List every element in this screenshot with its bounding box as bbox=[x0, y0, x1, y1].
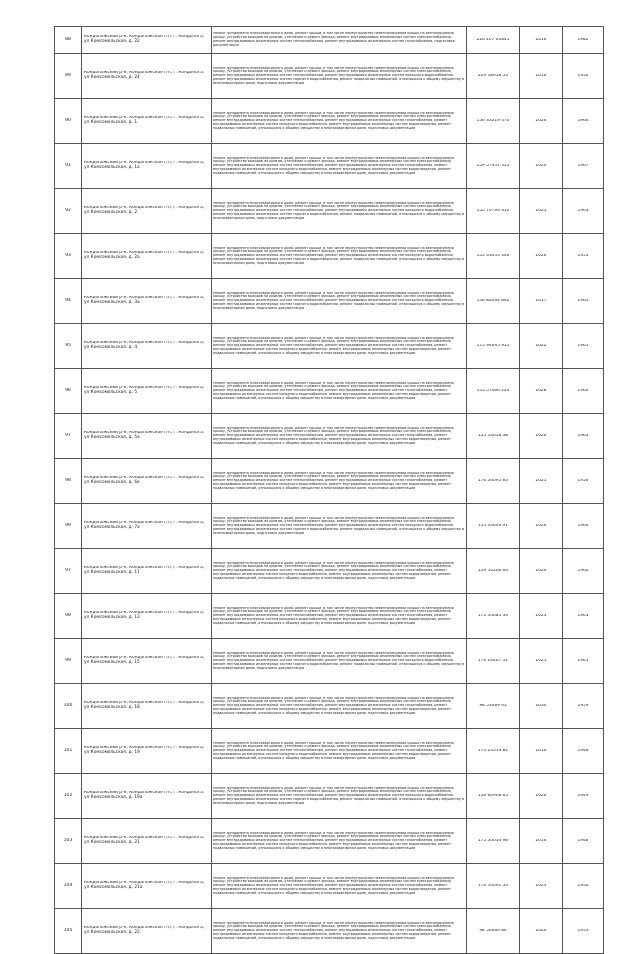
row-address bbox=[82, 234, 212, 279]
table-row bbox=[55, 864, 604, 909]
row-year-text: 2026 bbox=[535, 433, 547, 438]
row-year bbox=[520, 549, 563, 594]
row-works-text: Ремонт фундамента многоквартирного дома, ремонт крыши, в том числе переустройство невентилируемой крыши на вентилируемую крышу, устройство выходов на кровлю, утепление и ремонт фасада, ремонт внутридомовых инженерных систем электроснабжения, ремонт внутридомовых инженерных систем теплоснабжения, ремонт внутридомовых инженерных систем холодного водоснабжения, ремонт внутридомовых инженерных систем горячего водоснабжения, ремонт подвальных помещений, относящихся к общему имуществу в многоквартирном доме, подготовка документации bbox=[213, 786, 464, 805]
row-year bbox=[520, 324, 563, 369]
row-works bbox=[212, 549, 467, 594]
row-number-text: 90 bbox=[65, 118, 71, 124]
row-year bbox=[520, 144, 563, 189]
row-works bbox=[212, 144, 467, 189]
row-address-text: Кондопожский р-н, Кондопожское г/п, г. Кондопога, ул Комсомольская, д. 24 bbox=[84, 71, 205, 80]
row-year-text: 2030 bbox=[535, 703, 547, 708]
row-cost-text: 229 58058 53 bbox=[477, 73, 509, 78]
row-number bbox=[55, 54, 82, 99]
row-works bbox=[212, 54, 467, 99]
row-number-text: 97 bbox=[65, 433, 71, 439]
row-number bbox=[55, 549, 82, 594]
row-year-text: 2021 bbox=[535, 658, 547, 663]
row-cost-text: 155 33049 91 bbox=[477, 523, 509, 528]
table-row bbox=[55, 369, 604, 414]
row-year-text: 2026 bbox=[535, 793, 547, 798]
row-number bbox=[55, 324, 82, 369]
table-body bbox=[55, 27, 604, 954]
row-year-text: 2021 bbox=[535, 478, 547, 483]
row-works-text: Ремонт фундамента многоквартирного дома, ремонт крыши, в том числе переустройство невентилируемой крыши на вентилируемую крышу, устройство выходов на кровлю, утепление и ремонт фасада, ремонт внутридомовых инженерных систем электроснабжения, ремонт внутридомовых инженерных систем теплоснабжения, ремонт внутридомовых инженерных систем газоснабжения, ремонт внутридомовых инженерных систем холодного водоснабжения, ремонт внутридомовых инженерных систем водоотведения, ремонт подвальных помещений, относящихся к общему имуществу в многоквартирном доме, подготовка документации bbox=[213, 876, 454, 895]
row-works-text: Ремонт фундамента многоквартирного дома, ремонт крыши, в том числе переустройство невентилируемой крыши на вентилируемую крышу, устройство выходов на кровлю, утепление и ремонт фасада, ремонт внутридомовых инженерных систем электроснабжения, ремонт внутридомовых инженерных систем теплоснабжения, ремонт внутридомовых инженерных систем газоснабжения, ремонт внутридомовых инженерных систем холодного водоснабжения, ремонт внутридомовых инженерных систем водоотведения, ремонт подвальных помещений, относящихся к общему имуществу в многоквартирном доме, подготовка документации bbox=[213, 156, 454, 175]
row-number bbox=[55, 27, 82, 54]
row-address bbox=[82, 684, 212, 729]
row-built-year bbox=[563, 459, 604, 504]
row-address bbox=[82, 459, 212, 504]
row-address-text: Кондопожский р-н, Кондопожское г/п, г. Кондопога, ул Комсомольская, д. 21 bbox=[84, 836, 205, 845]
row-year bbox=[520, 909, 563, 954]
row-cost bbox=[467, 639, 520, 684]
row-number-text: 96 bbox=[65, 388, 71, 394]
row-built-year bbox=[563, 549, 604, 594]
row-address-text: Кондопожский р-н, Кондопожское г/п, г. Кондопога, ул Комсомольская, д. 18 bbox=[84, 701, 205, 710]
row-year bbox=[520, 684, 563, 729]
row-year bbox=[520, 189, 563, 234]
row-address bbox=[82, 414, 212, 459]
row-built-year-text: 1961 bbox=[577, 343, 589, 348]
row-number-text: 99 bbox=[65, 658, 71, 664]
table-row bbox=[55, 414, 604, 459]
row-built-year bbox=[563, 729, 604, 774]
row-built-year-text: 1948 bbox=[577, 838, 589, 843]
row-address-text: Кондопожский р-н, Кондопожское г/п, г. Кондопога, ул Комсомольская, д. 3а bbox=[84, 296, 205, 305]
row-cost-text: 176 24407 51 bbox=[477, 658, 509, 663]
row-number-text: 92 bbox=[65, 208, 71, 214]
row-address-text: Кондопожский р-н, Кондопожское г/п, г. Кондопога, ул Комсомольская, д. 1 bbox=[84, 116, 205, 125]
row-address-text: Кондопожский р-н, Кондопожское г/п, г. Кондопога, ул Комсомольская, д. 6а bbox=[84, 476, 205, 485]
row-address-text: Кондопожский р-н, Кондопожское г/п, г. Кондопога, ул Комсомольская, д. 5а bbox=[84, 431, 205, 440]
row-works-text: Ремонт фундамента многоквартирного дома, ремонт крыши, в том числе переустройство невентилируемой крыши на вентилируемую крышу, устройство выходов на кровлю, утепление и ремонт фасада, ремонт внутридомовых инженерных систем электроснабжения, ремонт внутридомовых инженерных систем теплоснабжения, ремонт внутридомовых инженерных систем холодного водоснабжения, ремонт внутридомовых инженерных систем горячего водоснабжения, ремонт подвальных помещений, относящихся к общему имуществу в многоквартирном доме, подготовка документации bbox=[213, 291, 464, 310]
row-cost-text: 155 70793 312 bbox=[476, 208, 510, 213]
row-address-text: Кондопожский р-н, Кондопожское г/п, г. Кондопога, ул Комсомольская, д. 2а bbox=[84, 251, 205, 260]
row-number bbox=[55, 639, 82, 684]
row-works bbox=[212, 909, 467, 954]
row-address-text: Кондопожский р-н, Кондопожское г/п, г. Кондопога, ул Комсомольская, д. 5 bbox=[84, 386, 205, 395]
row-built-year-text: 1965 bbox=[577, 433, 589, 438]
row-number-text: 99 bbox=[65, 523, 71, 529]
row-address-text: Кондопожский р-н, Кондопожское г/п, г. Кондопога, ул Комсомольская, д. 21а bbox=[84, 881, 205, 890]
row-number-text: 95 bbox=[65, 343, 71, 349]
capital-repair-table bbox=[54, 26, 604, 954]
row-number-text: 93 bbox=[65, 253, 71, 259]
row-address-text: Кондопожский р-н, Кондопожское г/п, г. Кондопога, ул Комсомольская, д. 15 bbox=[84, 656, 205, 665]
row-year bbox=[520, 729, 563, 774]
row-cost bbox=[467, 909, 520, 954]
row-cost bbox=[467, 234, 520, 279]
table-row bbox=[55, 189, 604, 234]
row-cost bbox=[467, 189, 520, 234]
row-cost-text: 175 23519 82 bbox=[477, 748, 509, 753]
row-works-text: Ремонт фундамента многоквартирного дома, ремонт крыши, в том числе переустройство невентилируемой крыши на вентилируемую крышу, устройство выходов на кровлю, утепление и ремонт фасада, ремонт внутридомовых инженерных систем электроснабжения, ремонт внутридомовых инженерных систем теплоснабжения, ремонт внутридомовых инженерных систем газоснабжения, подготовка документации bbox=[213, 32, 455, 47]
row-cost bbox=[467, 594, 520, 639]
row-address bbox=[82, 504, 212, 549]
row-works bbox=[212, 99, 467, 144]
row-year-text: 2026 bbox=[535, 253, 547, 258]
row-number-text: 89 bbox=[65, 73, 71, 79]
row-year bbox=[520, 369, 563, 414]
row-works bbox=[212, 459, 467, 504]
table-row bbox=[55, 279, 604, 324]
row-works-text: Ремонт фундамента многоквартирного дома, ремонт крыши, в том числе переустройство невентилируемой крыши на вентилируемую крышу, устройство выходов на кровлю, утепление и ремонт фасада, ремонт внутридомовых инженерных систем электроснабжения, ремонт внутридомовых инженерных систем теплоснабжения, ремонт внутридомовых инженерных систем холодного водоснабжения, ремонт внутридомовых инженерных систем горячего водоснабжения, ремонт подвальных помещений, относящихся к общему имуществу в многоквартирном доме, подготовка документации bbox=[213, 66, 464, 85]
row-works-text: Ремонт фундамента многоквартирного дома, ремонт крыши, в том числе переустройство невентилируемой крыши на вентилируемую крышу, устройство выходов на кровлю, утепление и ремонт фасада, ремонт внутридомовых инженерных систем электроснабжения, ремонт внутридомовых инженерных систем теплоснабжения, ремонт внутридомовых инженерных систем газоснабжения, ремонт внутридомовых инженерных систем холодного водоснабжения, ремонт внутридомовых инженерных систем водоотведения, ремонт подвальных помещений, относящихся к общему имуществу в многоквартирном доме, подготовка документации bbox=[213, 336, 454, 355]
row-works-text: Ремонт фундамента многоквартирного дома, ремонт крыши, в том числе переустройство невентилируемой крыши на вентилируемую крышу, устройство выходов на кровлю, утепление и ремонт фасада, ремонт внутридомовых инженерных систем электроснабжения, ремонт внутридомовых инженерных систем теплоснабжения, ремонт внутридомовых инженерных систем газоснабжения, ремонт внутридомовых инженерных систем холодного водоснабжения, ремонт внутридомовых инженерных систем водоотведения, ремонт подвальных помещений, относящихся к общему имуществу в многоквартирном доме, подготовка документации bbox=[213, 696, 454, 715]
row-year bbox=[520, 819, 563, 864]
row-number bbox=[55, 459, 82, 504]
row-built-year-text: 1952 bbox=[577, 73, 589, 78]
table-row bbox=[55, 639, 604, 684]
row-works-text: Ремонт фундамента многоквартирного дома, ремонт крыши, в том числе переустройство невентилируемой крыши на вентилируемую крышу, устройство выходов на кровлю, утепление и ремонт фасада, ремонт внутридомовых инженерных систем электроснабжения, ремонт внутридомовых инженерных систем теплоснабжения, ремонт внутридомовых инженерных систем газоснабжения, ремонт внутридомовых инженерных систем холодного водоснабжения, ремонт внутридомовых инженерных систем водоотведения, ремонт подвальных помещений, относящихся к общему имуществу в многоквартирном доме, подготовка документации bbox=[213, 111, 454, 130]
row-year-text: 2028 bbox=[535, 388, 547, 393]
row-year bbox=[520, 774, 563, 819]
row-built-year bbox=[563, 27, 604, 54]
row-number bbox=[55, 774, 82, 819]
row-address bbox=[82, 54, 212, 99]
row-address bbox=[82, 909, 212, 954]
row-cost-text: 155 33055 446 bbox=[476, 253, 510, 258]
row-address bbox=[82, 324, 212, 369]
row-cost bbox=[467, 414, 520, 459]
row-number bbox=[55, 684, 82, 729]
row-year bbox=[520, 639, 563, 684]
row-built-year bbox=[563, 774, 604, 819]
row-works-text: Ремонт фундамента многоквартирного дома, ремонт крыши, в том числе переустройство невентилируемой крыши на вентилируемую крышу, устройство выходов на кровлю, утепление и ремонт фасада, ремонт внутридомовых инженерных систем электроснабжения, ремонт внутридомовых инженерных систем теплоснабжения, ремонт внутридомовых инженерных систем газоснабжения, ремонт внутридомовых инженерных систем холодного водоснабжения, ремонт внутридомовых инженерных систем водоотведения, ремонт подвальных помещений, относящихся к общему имуществу в многоквартирном доме, подготовка документации bbox=[213, 606, 454, 625]
row-address-text: Кондопожский р-н, Кондопожское г/п, г. Кондопога, ул Комсомольская, д. 22 bbox=[84, 35, 205, 44]
row-year-text: 2026 bbox=[535, 118, 547, 123]
table-row bbox=[55, 27, 604, 54]
row-number bbox=[55, 819, 82, 864]
row-built-year-text: 1982 bbox=[577, 37, 589, 42]
table-row bbox=[55, 729, 604, 774]
row-built-year-text: 1948 bbox=[577, 748, 589, 753]
row-built-year bbox=[563, 414, 604, 459]
row-works bbox=[212, 729, 467, 774]
row-number-text: 98 bbox=[65, 613, 71, 619]
row-cost bbox=[467, 459, 520, 504]
row-works-text: Ремонт фундамента многоквартирного дома, ремонт крыши, в том числе переустройство невентилируемой крыши на вентилируемую крышу, устройство выходов на кровлю, утепление и ремонт фасада, ремонт внутридомовых инженерных систем электроснабжения, ремонт внутридомовых инженерных систем теплоснабжения, ремонт внутридомовых инженерных систем газоснабжения, ремонт внутридомовых инженерных систем холодного водоснабжения, ремонт внутридомовых инженерных систем водоотведения, ремонт подвальных помещений, относящихся к общему имуществу в многоквартирном доме, подготовка документации bbox=[213, 471, 454, 490]
row-cost-text: 175 54085 34 bbox=[477, 613, 509, 618]
row-works bbox=[212, 414, 467, 459]
row-year-text: 2020 bbox=[535, 163, 547, 168]
row-year-text: 2025 bbox=[535, 208, 547, 213]
row-number bbox=[55, 189, 82, 234]
row-works bbox=[212, 27, 467, 54]
row-number bbox=[55, 729, 82, 774]
row-address bbox=[82, 819, 212, 864]
row-address-text: Кондопожский р-н, Кондопожское г/п, г. Кондопога, ул Комсомольская, д. 4 bbox=[84, 341, 205, 350]
table-row bbox=[55, 774, 604, 819]
row-works-text: Ремонт фундамента многоквартирного дома, ремонт крыши, в том числе переустройство невентилируемой крыши на вентилируемую крышу, устройство выходов на кровлю, утепление и ремонт фасада, ремонт внутридомовых инженерных систем электроснабжения, ремонт внутридомовых инженерных систем теплоснабжения, ремонт внутридомовых инженерных систем газоснабжения, ремонт внутридомовых инженерных систем холодного водоснабжения, ремонт внутридомовых инженерных систем водоотведения, ремонт подвальных помещений, относящихся к общему имуществу в многоквартирном доме, подготовка документации bbox=[213, 561, 454, 580]
row-address bbox=[82, 774, 212, 819]
row-built-year-text: 1950 bbox=[577, 883, 589, 888]
row-year-text: 2022 bbox=[535, 343, 547, 348]
row-built-year bbox=[563, 369, 604, 414]
row-cost-text: 159 50206 66 bbox=[477, 568, 509, 573]
row-year bbox=[520, 864, 563, 909]
table-row bbox=[55, 504, 604, 549]
row-built-year-text: 1963 bbox=[577, 208, 589, 213]
row-cost-text: 176 54095 83 bbox=[477, 478, 509, 483]
row-address bbox=[82, 729, 212, 774]
row-built-year bbox=[563, 684, 604, 729]
row-number-text: 97 bbox=[65, 568, 71, 574]
row-year-text: 2026 bbox=[535, 523, 547, 528]
row-works-text: Ремонт фундамента многоквартирного дома, ремонт крыши, в том числе переустройство невентилируемой крыши на вентилируемую крышу, устройство выходов на кровлю, утепление и ремонт фасада, ремонт внутридомовых инженерных систем электроснабжения, ремонт внутридомовых инженерных систем теплоснабжения, ремонт внутридомовых инженерных систем газоснабжения, ремонт внутридомовых инженерных систем холодного водоснабжения, ремонт внутридомовых инженерных систем водоотведения, ремонт подвальных помещений, относящихся к общему имуществу в многоквартирном доме, подготовка документации bbox=[213, 831, 454, 850]
row-built-year-text: 1961 bbox=[577, 658, 589, 663]
row-address bbox=[82, 144, 212, 189]
row-number bbox=[55, 909, 82, 954]
row-address-text: Кондопожский р-н, Кондопожское г/п, г. Кондопога, ул Комсомольская, д. 19а bbox=[84, 791, 205, 800]
row-cost-text: 175 94695 915 bbox=[476, 343, 510, 348]
row-year-text: 2023 bbox=[535, 883, 547, 888]
row-cost bbox=[467, 819, 520, 864]
row-number bbox=[55, 279, 82, 324]
row-works-text: Ремонт фундамента многоквартирного дома, ремонт крыши, в том числе переустройство невентилируемой крыши на вентилируемую крышу, устройство выходов на кровлю, утепление и ремонт фасада, ремонт внутридомовых инженерных систем электроснабжения, ремонт внутридомовых инженерных систем теплоснабжения, ремонт внутридомовых инженерных систем холодного водоснабжения, ремонт внутридомовых инженерных систем горячего водоснабжения, ремонт подвальных помещений, относящихся к общему имуществу в многоквартирном доме, подготовка документации bbox=[213, 516, 464, 535]
row-built-year-text: 1960 bbox=[577, 568, 589, 573]
row-works bbox=[212, 324, 467, 369]
row-year-text: 2040 bbox=[535, 928, 547, 933]
row-address bbox=[82, 189, 212, 234]
row-address-text: Кондопожский р-н, Кондопожское г/п, г. Кондопога, ул Комсомольская, д. 13 bbox=[84, 611, 205, 620]
row-address bbox=[82, 864, 212, 909]
row-built-year bbox=[563, 189, 604, 234]
row-built-year bbox=[563, 99, 604, 144]
row-works bbox=[212, 774, 467, 819]
table-row bbox=[55, 144, 604, 189]
row-year-text: 2017 bbox=[535, 298, 547, 303]
row-built-year-text: 1962 bbox=[577, 388, 589, 393]
row-cost bbox=[467, 324, 520, 369]
row-cost bbox=[467, 684, 520, 729]
row-built-year bbox=[563, 54, 604, 99]
row-number-text: 103 bbox=[63, 838, 73, 844]
row-year bbox=[520, 594, 563, 639]
row-cost-text: 156 60908 65 bbox=[477, 793, 509, 798]
row-year-text: 2029 bbox=[535, 568, 547, 573]
row-cost-text: 98 50660 86 bbox=[479, 928, 507, 933]
row-address-text: Кондопожский р-н, Кондопожское г/п, г. Кондопога, ул Комсомольская, д. 19 bbox=[84, 746, 205, 755]
row-address bbox=[82, 279, 212, 324]
table-row bbox=[55, 234, 604, 279]
row-year bbox=[520, 27, 563, 54]
row-works-text: Ремонт фундамента многоквартирного дома, ремонт крыши, в том числе переустройство невентилируемой крыши на вентилируемую крышу, устройство выходов на кровлю, утепление и ремонт фасада, ремонт внутридомовых инженерных систем электроснабжения, ремонт внутридомовых инженерных систем теплоснабжения, ремонт внутридомовых инженерных систем газоснабжения, ремонт внутридомовых инженерных систем холодного водоснабжения, ремонт внутридомовых инженерных систем водоотведения, ремонт подвальных помещений, относящихся к общему имуществу в многоквартирном доме, подготовка документации bbox=[213, 426, 454, 445]
table-row bbox=[55, 324, 604, 369]
row-address-text: Кондопожский р-н, Кондопожское г/п, г. Кондопога, ул Комсомольская, д. 22 bbox=[84, 926, 205, 935]
row-number bbox=[55, 864, 82, 909]
row-cost bbox=[467, 504, 520, 549]
row-year bbox=[520, 504, 563, 549]
row-cost bbox=[467, 774, 520, 819]
row-year-text: 2016 bbox=[535, 838, 547, 843]
row-year bbox=[520, 99, 563, 144]
row-built-year bbox=[563, 909, 604, 954]
row-works-text: Ремонт фундамента многоквартирного дома, ремонт крыши, в том числе переустройство невентилируемой крыши на вентилируемую крышу, устройство выходов на кровлю, утепление и ремонт фасада, ремонт внутридомовых инженерных систем электроснабжения, ремонт внутридомовых инженерных систем теплоснабжения, ремонт внутридомовых инженерных систем холодного водоснабжения, ремонт внутридомовых инженерных систем горячего водоснабжения, ремонт подвальных помещений, относящихся к общему имуществу в многоквартирном доме, подготовка документации bbox=[213, 201, 464, 220]
row-number bbox=[55, 234, 82, 279]
row-built-year bbox=[563, 144, 604, 189]
table-row bbox=[55, 459, 604, 504]
table-row bbox=[55, 594, 604, 639]
table-row bbox=[55, 684, 604, 729]
table-row bbox=[55, 99, 604, 144]
row-address-text: Кондопожский р-н, Кондопожское г/п, г. Кондопога, ул Комсомольская, д. 2 bbox=[84, 206, 205, 215]
row-built-year bbox=[563, 639, 604, 684]
row-number-text: 104 bbox=[63, 883, 73, 889]
row-built-year-text: 1953 bbox=[577, 253, 589, 258]
row-address bbox=[82, 594, 212, 639]
row-number-text: 100 bbox=[63, 703, 73, 709]
row-works-text: Ремонт фундамента многоквартирного дома, ремонт крыши, в том числе переустройство невентилируемой крыши на вентилируемую крышу, устройство выходов на кровлю, утепление и ремонт фасада, ремонт внутридомовых инженерных систем электроснабжения, ремонт внутридомовых инженерных систем теплоснабжения, ремонт внутридомовых инженерных систем газоснабжения, ремонт внутридомовых инженерных систем холодного водоснабжения, ремонт внутридомовых инженерных систем водоотведения, ремонт подвальных помещений, относящихся к общему имуществу в многоквартирном доме, подготовка документации bbox=[213, 741, 454, 760]
table-row bbox=[55, 549, 604, 594]
row-number-text: 88 bbox=[65, 37, 71, 43]
row-works-text: Ремонт фундамента многоквартирного дома, ремонт крыши, в том числе переустройство невентилируемой крыши на вентилируемую крышу, устройство выходов на кровлю, утепление и ремонт фасада, ремонт внутридомовых инженерных систем электроснабжения, ремонт внутридомовых инженерных систем теплоснабжения, ремонт внутридомовых инженерных систем холодного водоснабжения, ремонт внутридомовых инженерных систем горячего водоснабжения, ремонт подвальных помещений, относящихся к общему имуществу в многоквартирном доме, подготовка документации bbox=[213, 651, 464, 670]
row-built-year bbox=[563, 819, 604, 864]
row-works bbox=[212, 234, 467, 279]
row-year-text: 2023 bbox=[535, 613, 547, 618]
row-number bbox=[55, 414, 82, 459]
row-number-text: 102 bbox=[63, 793, 73, 799]
row-number-text: 101 bbox=[63, 748, 73, 754]
row-number bbox=[55, 504, 82, 549]
row-year bbox=[520, 414, 563, 459]
row-cost-text: 156 82092 842 bbox=[476, 298, 510, 303]
row-cost-text: 159 57951 355 bbox=[476, 163, 510, 168]
row-address bbox=[82, 639, 212, 684]
row-number-text: 105 bbox=[63, 928, 73, 934]
row-works bbox=[212, 639, 467, 684]
row-year-text: 2016 bbox=[535, 37, 547, 42]
row-works bbox=[212, 504, 467, 549]
row-built-year bbox=[563, 594, 604, 639]
row-cost bbox=[467, 144, 520, 189]
row-works-text: Ремонт фундамента многоквартирного дома, ремонт крыши, в том числе переустройство невентилируемой крыши на вентилируемую крышу, устройство выходов на кровлю, утепление и ремонт фасада, ремонт внутридомовых инженерных систем электроснабжения, ремонт внутридомовых инженерных систем теплоснабжения, ремонт внутридомовых инженерных систем газоснабжения, ремонт внутридомовых инженерных систем холодного водоснабжения, ремонт внутридомовых инженерных систем водоотведения, ремонт подвальных помещений, относящихся к общему имуществу в многоквартирном доме, подготовка документации bbox=[213, 381, 454, 400]
row-year bbox=[520, 459, 563, 504]
row-works bbox=[212, 684, 467, 729]
row-cost-text: 176 54091 33 bbox=[477, 883, 509, 888]
row-built-year-text: 1967 bbox=[577, 163, 589, 168]
row-cost bbox=[467, 27, 520, 54]
row-works-text: Ремонт фундамента многоквартирного дома, ремонт крыши, в том числе переустройство невентилируемой крыши на вентилируемую крышу, устройство выходов на кровлю, утепление и ремонт фасада, ремонт внутридомовых инженерных систем электроснабжения, ремонт внутридомовых инженерных систем теплоснабжения, ремонт внутридомовых инженерных систем холодного водоснабжения, ремонт внутридомовых инженерных систем горячего водоснабжения, ремонт подвальных помещений, относящихся к общему имуществу в многоквартирном доме, подготовка документации bbox=[213, 246, 464, 265]
row-built-year bbox=[563, 324, 604, 369]
row-built-year-text: 1949 bbox=[577, 793, 589, 798]
row-built-year bbox=[563, 504, 604, 549]
row-cost-text: 175 50016 98 bbox=[477, 838, 509, 843]
row-works bbox=[212, 369, 467, 414]
row-works bbox=[212, 594, 467, 639]
row-works-text: Ремонт фундамента многоквартирного дома, ремонт крыши, в том числе переустройство невентилируемой крыши на вентилируемую крышу, устройство выходов на кровлю, утепление и ремонт фасада, ремонт внутридомовых инженерных систем электроснабжения, ремонт внутридомовых инженерных систем теплоснабжения, ремонт внутридомовых инженерных систем газоснабжения, ремонт внутридомовых инженерных систем холодного водоснабжения, ремонт внутридомовых инженерных систем водоотведения, ремонт подвальных помещений, относящихся к общему имуществу в многоквартирном доме, подготовка документации bbox=[213, 921, 454, 940]
row-cost bbox=[467, 369, 520, 414]
row-number-text: 91 bbox=[65, 163, 71, 169]
row-cost-text: 226 207 01845 bbox=[476, 37, 510, 42]
row-number-text: 98 bbox=[65, 478, 71, 484]
row-address-text: Кондопожский р-н, Кондопожское г/п, г. Кондопога, ул Комсомольская, д. 1а bbox=[84, 161, 205, 170]
row-cost-text: 98 53089 65 bbox=[479, 703, 507, 708]
row-works bbox=[212, 189, 467, 234]
row-year bbox=[520, 54, 563, 99]
row-built-year-text: 1966 bbox=[577, 118, 589, 123]
row-year-text: 2016 bbox=[535, 73, 547, 78]
table-row bbox=[55, 909, 604, 954]
row-cost bbox=[467, 99, 520, 144]
row-year bbox=[520, 279, 563, 324]
row-built-year bbox=[563, 234, 604, 279]
row-built-year bbox=[563, 279, 604, 324]
row-cost bbox=[467, 729, 520, 774]
row-cost bbox=[467, 549, 520, 594]
row-built-year bbox=[563, 864, 604, 909]
row-number bbox=[55, 99, 82, 144]
row-number bbox=[55, 594, 82, 639]
row-year bbox=[520, 234, 563, 279]
row-built-year-text: 1953 bbox=[577, 928, 589, 933]
row-address bbox=[82, 27, 212, 54]
row-built-year-text: 1964 bbox=[577, 523, 589, 528]
row-number-text: 94 bbox=[65, 298, 71, 304]
row-address-text: Кондопожский р-н, Кондопожское г/п, г. Кондопога, ул Комсомольская, д. 11 bbox=[84, 566, 205, 575]
table-row bbox=[55, 54, 604, 99]
row-cost bbox=[467, 864, 520, 909]
row-built-year-text: 1965 bbox=[577, 298, 589, 303]
row-year-text: 2016 bbox=[535, 748, 547, 753]
row-cost-text: 156 33219 474 bbox=[476, 118, 510, 123]
row-number bbox=[55, 369, 82, 414]
row-built-year-text: 1959 bbox=[577, 703, 589, 708]
row-address bbox=[82, 369, 212, 414]
row-cost-text: 155 53018 38 bbox=[477, 433, 509, 438]
row-address bbox=[82, 99, 212, 144]
row-works bbox=[212, 279, 467, 324]
row-built-year-text: 1956 bbox=[577, 478, 589, 483]
row-cost-text: 155 57066 224 bbox=[476, 388, 510, 393]
row-works bbox=[212, 864, 467, 909]
row-number bbox=[55, 144, 82, 189]
row-cost bbox=[467, 54, 520, 99]
row-address bbox=[82, 549, 212, 594]
row-works bbox=[212, 819, 467, 864]
row-built-year-text: 1961 bbox=[577, 613, 589, 618]
table-row bbox=[55, 819, 604, 864]
row-address-text: Кондопожский р-н, Кондопожское г/п, г. Кондопога, ул Комсомольская, д. 7а bbox=[84, 521, 205, 530]
row-cost bbox=[467, 279, 520, 324]
